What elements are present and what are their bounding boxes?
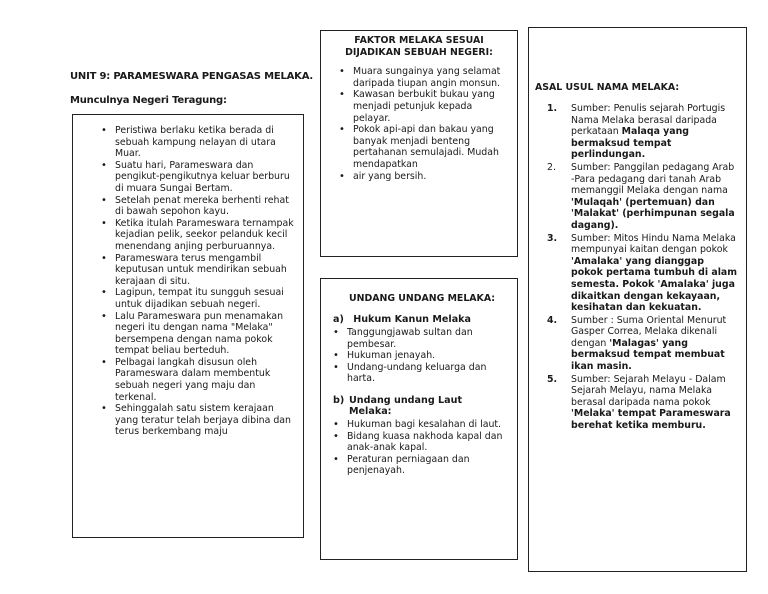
list-item: • Hukuman bagi kesalahan di laut. (347, 419, 511, 431)
item-number: 2. (547, 161, 556, 173)
item-number: 3. (547, 232, 558, 244)
list-item: • Undang-undang keluarga dan harta. (347, 362, 511, 385)
list-item: • Parameswara terus mengambil keputusan untuk mendirikan sebuah kerajaan di situ. (115, 253, 295, 288)
list-item: • Lagipun, tempat itu sungguh sesuai untuk dijadikan sebuah negeri. (115, 287, 295, 310)
factors-title-line2: DIJADIKAN SEBUAH NEGERI: (345, 46, 493, 58)
item-emphasis: Malaqa yang bermaksud tempat perlindungan. (571, 126, 689, 161)
item-number: 5. (547, 373, 558, 385)
item-text: Sumber: Sejarah Melayu - Dalam Sejarah Melayu, nama Melaka berasal daripada nama pokok (571, 373, 726, 408)
section-a-label: a) (333, 314, 344, 325)
origins-list (535, 103, 738, 432)
section-a-heading (333, 314, 511, 325)
laws-box (320, 278, 518, 560)
list-item: • Muara sungainya yang selamat daripada tiupan angin monsun. (353, 66, 511, 89)
section-b-label: b) (333, 394, 345, 406)
list-item: • Bidang kuasa nakhoda kapal dan anak-anak kapal. (347, 431, 511, 454)
section-a-title: Hukum Kanun Melaka (353, 314, 472, 325)
list-item: • Setelah penat mereka berhenti rehat di bawah sepohon kayu. (115, 195, 295, 218)
laws-title: UNDANG UNDANG MELAKA: (348, 293, 495, 304)
factors-title (321, 35, 511, 58)
origins-box (528, 27, 747, 572)
section-a-list (333, 327, 511, 385)
list-item (535, 374, 738, 432)
section-subtitle: Munculnya Negeri Teragung: (70, 95, 227, 106)
item-text: Sumber: Penulis sejarah Portugis Nama Melaka berasal daripada perkataan (571, 103, 726, 138)
factors-list (321, 66, 511, 182)
list-item: • Sehinggalah satu sistem kerajaan yang teratur telah berjaya dibina dan terus berkembang maju (115, 403, 295, 438)
section-b-title: Undang undang Laut Melaka: (349, 394, 463, 417)
list-item: • Pelbagai langkah disusun oleh Parameswara dalam membentuk sebuah negeri yang maju dan terkenal. (115, 357, 295, 403)
list-item (535, 315, 738, 373)
item-emphasis: 'Melaka' tempat Parameswara berehat ketika memburu. (571, 408, 731, 432)
list-item: • Hukuman jenayah. (347, 350, 511, 362)
list-item: • Suatu hari, Parameswara dan pengikut-pengikutnya keluar berburu di muara Sungai Bertam. (115, 160, 295, 195)
list-item (535, 162, 738, 232)
list-item: • Kawasan berbukit bukau yang menjadi petunjuk kepada pelayar. (353, 89, 511, 124)
list-item (535, 233, 738, 314)
list-item: • Ketika itulah Parameswara ternampak kejadian pelik, seekor pelanduk kecil menendang anjing perburuannya. (115, 218, 295, 253)
item-emphasis: 'Malagas' yang bermaksud tempat membuat ikan masin. (571, 337, 725, 373)
item-text: Sumber: Mitos Hindu Nama Melaka mempunyai kaitan dengan pokok (571, 232, 736, 256)
section-b-heading (333, 395, 511, 417)
item-text: Sumber: Panggilan pedagang Arab -Para pedagang dari tanah Arab memanggil Melaka dengan nama (571, 161, 735, 197)
item-emphasis: 'Amalaka' yang dianggap pokok pertama tumbuh di alam semesta. Pokok 'Amalaka' juga dikaitkan dengan kekayaan, kesihatan dan kekuatan. (571, 255, 738, 314)
list-item (535, 103, 738, 161)
section-b-list (333, 419, 511, 477)
list-item: • air yang bersih. (353, 171, 511, 183)
story-list (73, 125, 295, 438)
list-item: • Peristiwa berlaku ketika berada di sebuah kampung nelayan di utara Muar. (115, 125, 295, 160)
item-number: 4. (547, 314, 558, 326)
factors-box (320, 30, 518, 257)
story-box (72, 114, 304, 538)
list-item: • Lalu Parameswara pun menamakan negeri itu dengan nama "Melaka" bersempena dengan nama pokok tempat beliau berteduh. (115, 311, 295, 357)
item-text: Sumber : Suma Oriental Menurut Gasper Correa, Melaka dikenali dengan (571, 314, 727, 349)
list-item: • Peraturan perniagaan dan penjenayah. (347, 454, 511, 477)
unit-title: UNIT 9: PARAMESWARA PENGASAS MELAKA. (70, 71, 314, 82)
list-item: • Tanggungjawab sultan dan pembesar. (347, 327, 511, 350)
origins-title: ASAL USUL NAMA MELAKA: (535, 82, 680, 93)
item-number: 1. (547, 103, 558, 114)
item-emphasis: 'Mulaqah' (pertemuan) dan 'Malakat' (perhimpunan segala dagang). (571, 196, 735, 231)
factors-title-line1: FAKTOR MELAKA SESUAI (354, 35, 484, 46)
list-item: • Pokok api-api dan bakau yang banyak menjadi benteng pertahanan semulajadi. Mudah mendapatkan (353, 124, 511, 170)
